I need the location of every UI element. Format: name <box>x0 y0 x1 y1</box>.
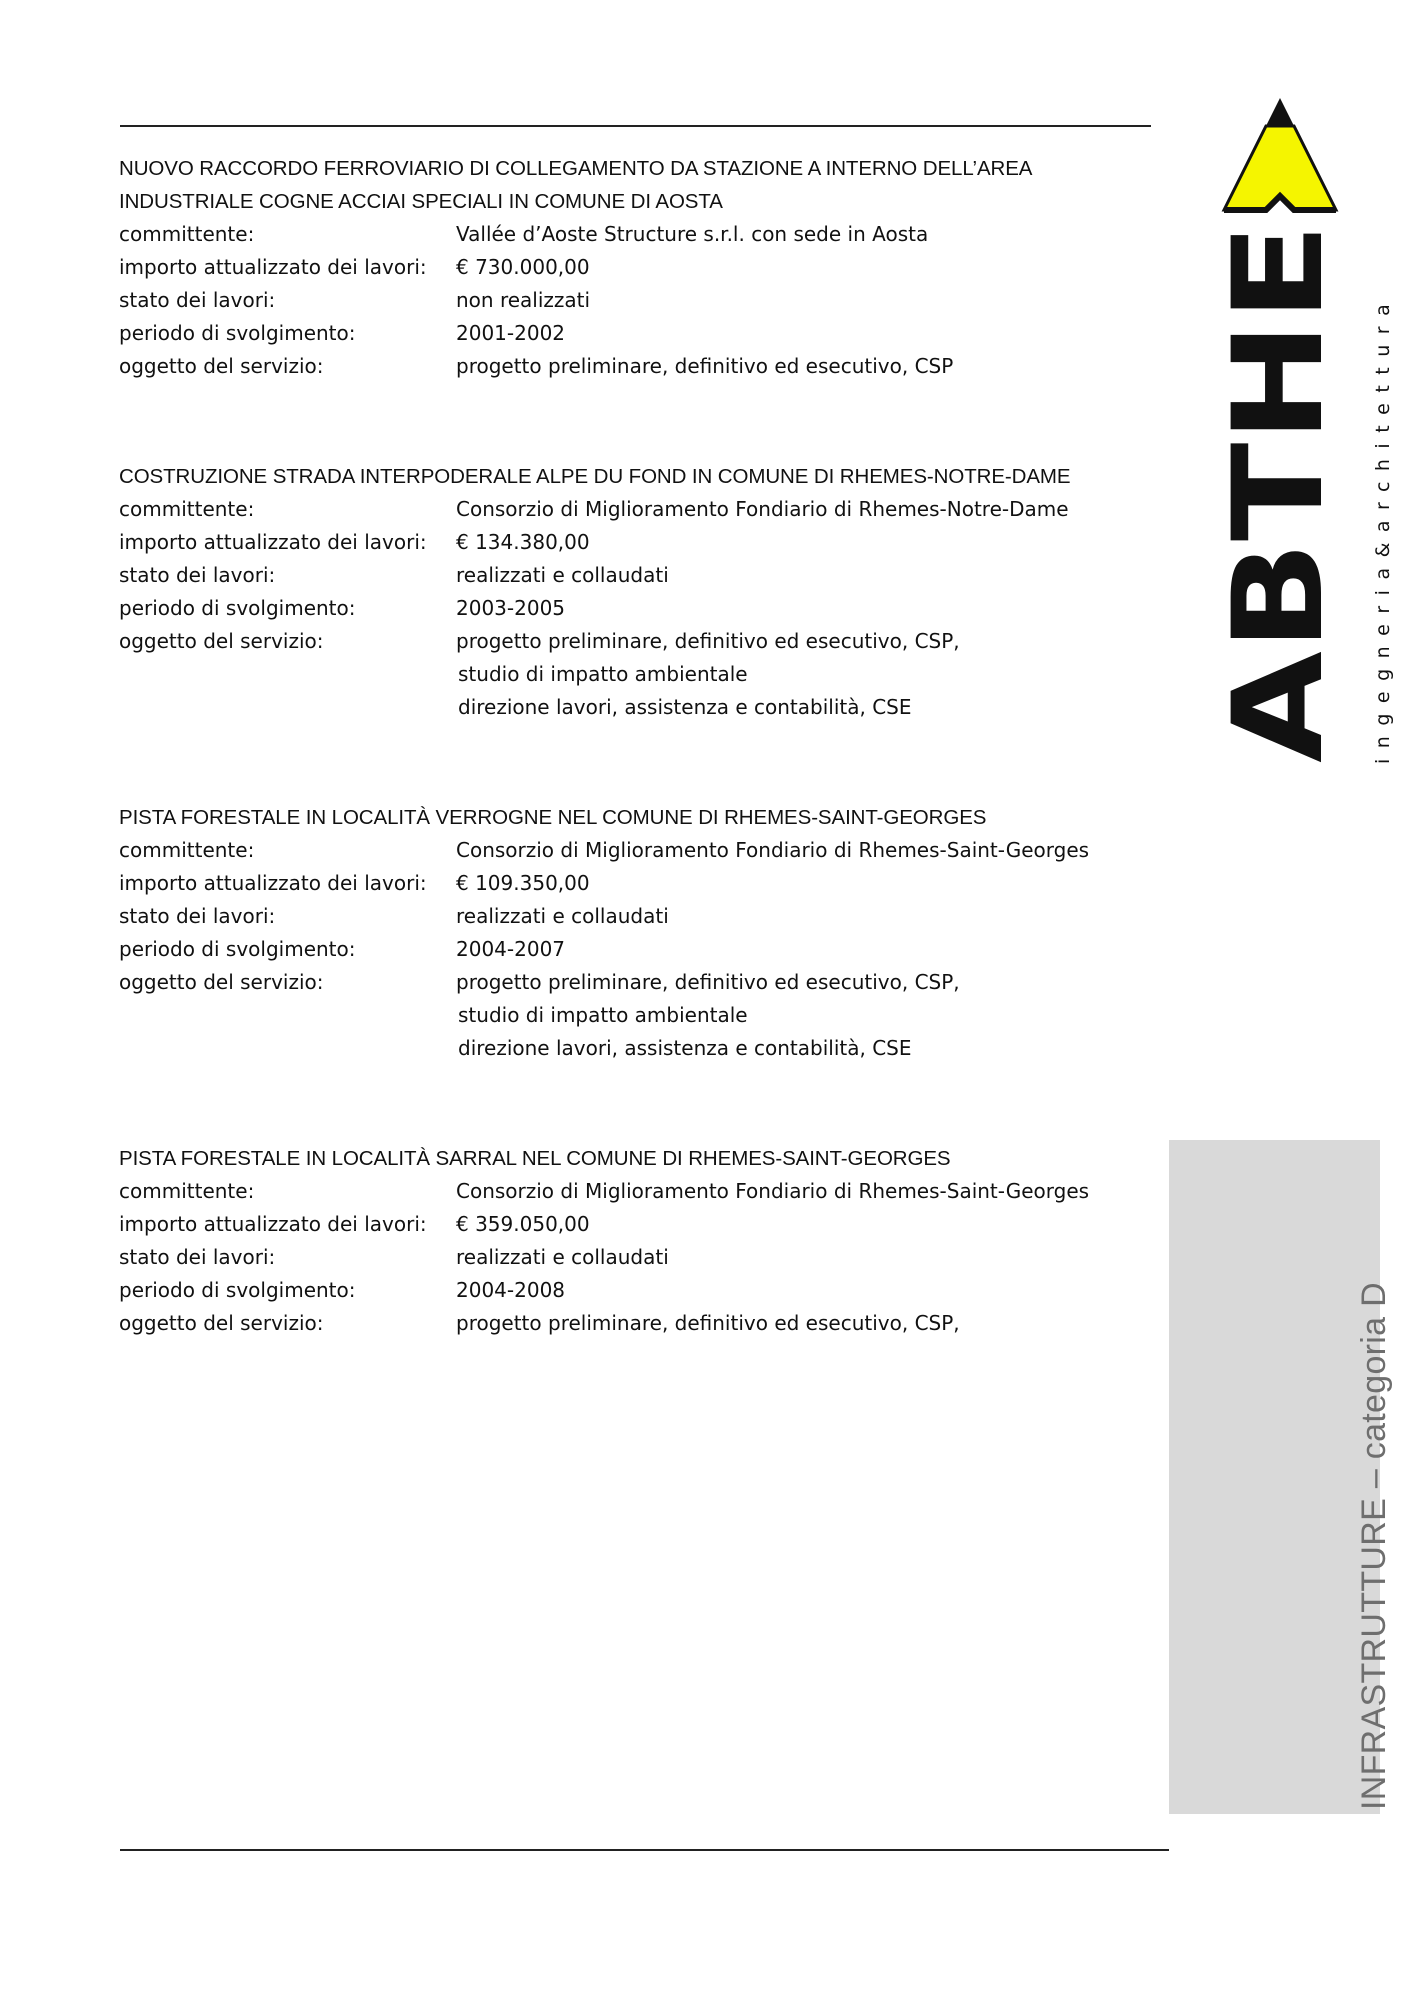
project-entry <box>119 152 1129 383</box>
logo-lettering <box>1207 223 1351 763</box>
oggetto-row: oggetto del servizio: progetto preliminare, definitivo ed esecutivo, CSP, <box>119 1311 960 1335</box>
periodo-row: periodo di svolgimento: 2004-2008 <box>119 1278 566 1302</box>
logo-tagline: ingegneria&architettura <box>1372 293 1394 764</box>
stato-row: stato dei lavori: realizzati e collaudati <box>119 563 669 587</box>
project-title: COSTRUZIONE STRADA INTERPODERALE ALPE DU FOND IN COMUNE DI RHEMES-NOTRE-DAME <box>119 465 1071 488</box>
project-entry <box>119 460 1129 724</box>
importo-row: importo attualizzato dei lavori: € 134.380,00 <box>119 530 590 554</box>
committente-row: committente: Vallée d’Aoste Structure s.r.l. con sede in Aosta <box>119 222 929 246</box>
importo-row: importo attualizzato dei lavori: € 359.050,00 <box>119 1212 590 1236</box>
category-side-panel <box>1169 1140 1380 1814</box>
importo-row: importo attualizzato dei lavori: € 109.350,00 <box>119 871 590 895</box>
committente-row: committente: Consorzio di Miglioramento Fondiario di Rhemes-Notre-Dame <box>119 497 1069 521</box>
project-title: NUOVO RACCORDO FERROVIARIO DI COLLEGAMENTO DA STAZIONE A INTERNO DELL’AREA INDUSTRIALE COGNE ACCIAI SPECIALI IN COMUNE DI AOSTA <box>119 157 1033 213</box>
oggetto-continuation: direzione lavori, assistenza e contabilità, CSE <box>458 695 912 719</box>
project-entry <box>119 1142 1129 1340</box>
periodo-row: periodo di svolgimento: 2001-2002 <box>119 321 566 345</box>
oggetto-continuation: studio di impatto ambientale <box>458 662 748 686</box>
category-label: INFRASTRUTTURE – categoria D <box>1355 1282 1393 1810</box>
project-title: PISTA FORESTALE IN LOCALITÀ VERROGNE NEL COMUNE DI RHEMES-SAINT-GEORGES <box>119 806 987 829</box>
oggetto-row: oggetto del servizio: progetto preliminare, definitivo ed esecutivo, CSP, <box>119 629 960 653</box>
importo-row: importo attualizzato dei lavori: € 730.000,00 <box>119 255 590 279</box>
stato-row: stato dei lavori: non realizzati <box>119 288 591 312</box>
stato-row: stato dei lavori: realizzati e collaudati <box>119 904 669 928</box>
oggetto-row: oggetto del servizio: progetto preliminare, definitivo ed esecutivo, CSP <box>119 354 954 378</box>
pencil-tip-icon <box>1224 98 1336 210</box>
projects-list <box>119 152 1129 1340</box>
stato-row: stato dei lavori: realizzati e collaudati <box>119 1245 669 1269</box>
periodo-row: periodo di svolgimento: 2003-2005 <box>119 596 566 620</box>
committente-row: committente: Consorzio di Miglioramento Fondiario di Rhemes-Saint-Georges <box>119 838 1090 862</box>
oggetto-continuation: direzione lavori, assistenza e contabilità, CSE <box>458 1036 912 1060</box>
oggetto-continuation: studio di impatto ambientale <box>458 1003 748 1027</box>
oggetto-row: oggetto del servizio: progetto preliminare, definitivo ed esecutivo, CSP, <box>119 970 960 994</box>
periodo-row: periodo di svolgimento: 2004-2007 <box>119 937 566 961</box>
logo-text: ABTHE <box>1207 299 1351 763</box>
project-entry <box>119 801 1129 1065</box>
project-title: PISTA FORESTALE IN LOCALITÀ SARRAL NEL COMUNE DI RHEMES-SAINT-GEORGES <box>119 1147 951 1170</box>
top-divider <box>120 125 1151 127</box>
committente-row: committente: Consorzio di Miglioramento Fondiario di Rhemes-Saint-Georges <box>119 1179 1090 1203</box>
bottom-divider <box>120 1849 1169 1851</box>
pencil-logo <box>1207 98 1351 768</box>
